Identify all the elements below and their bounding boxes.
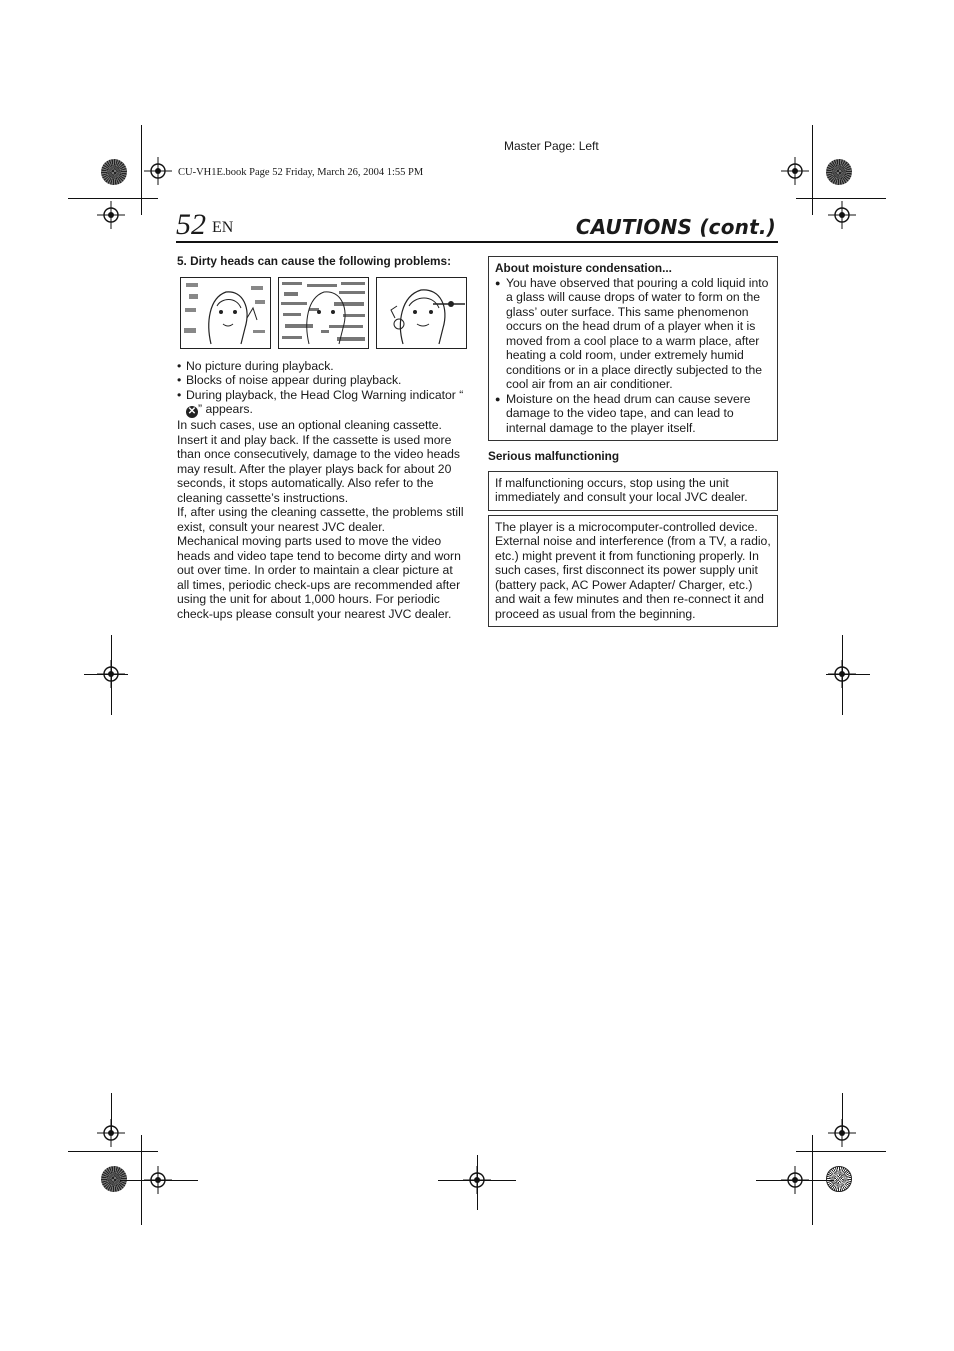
- list-item: • No picture during playback.: [177, 359, 467, 374]
- malfunction-text: If malfunctioning occurs, stop using the unit immediately and consult your local JVC dealer.: [495, 475, 748, 504]
- color-bar-icon: [826, 1166, 852, 1192]
- list-item: [177, 388, 467, 419]
- crop-line: [812, 125, 813, 215]
- moisture-box: [488, 256, 778, 441]
- registration-target-icon: [97, 201, 125, 229]
- moisture-title: About moisture condensation...: [495, 261, 672, 275]
- head-clog-warning-illustration: [376, 277, 467, 349]
- registration-target-icon: [781, 157, 809, 185]
- microcomputer-box: [488, 515, 778, 628]
- crop-line: [141, 125, 142, 215]
- serious-malfunction-title: Serious malfunctioning: [488, 449, 620, 463]
- crop-line: [842, 1093, 843, 1133]
- problem-list: [177, 359, 467, 419]
- crop-line: [842, 635, 843, 715]
- step-heading: 5. Dirty heads can cause the following problems:: [177, 254, 452, 268]
- microcomputer-text: The player is a microcomputer-controlled device. External noise and interference (from a TV, a radio, etc.) might prevent it from functioning properly. In such cases, first disconnect its power supply unit (battery pack, AC Power Adapter/ Charger, etc.) and wait a few minutes and then re-connect it and proceed as usual from the beginning.: [495, 519, 771, 621]
- right-column: [488, 256, 778, 627]
- left-column: [177, 254, 467, 621]
- malfunction-box: [488, 471, 778, 511]
- list-item: • Blocks of noise appear during playback.: [177, 373, 467, 388]
- dealer-paragraph: If, after using the cleaning cassette, the problems still exist, consult your nearest JVC dealer.: [177, 505, 464, 534]
- crop-line: [756, 1180, 834, 1181]
- clog-text-after: ” appears.: [198, 402, 253, 416]
- master-page-label: Master Page: Left: [504, 139, 599, 153]
- crop-line: [111, 1093, 112, 1133]
- checkup-paragraph: Mechanical moving parts used to move the video heads and video tape tend to become dirty and worn out over time. In order to maintain a clear picture at all times, periodic check-ups are recommended after using the unit for about 1,000 hours. For periodic check-ups please consult your nearest JVC dealer.: [177, 534, 461, 621]
- crop-line: [120, 1180, 198, 1181]
- crop-line: [826, 674, 870, 675]
- header-rule: [176, 241, 778, 243]
- clog-text-before: During playback, the Head Clog Warning indicator “: [186, 387, 464, 402]
- head-clog-warning-icon: ✕: [187, 406, 197, 417]
- color-bar-icon: [826, 159, 852, 185]
- crop-line: [111, 635, 112, 715]
- registration-target-icon: [144, 157, 172, 185]
- moisture-list: [495, 276, 771, 436]
- color-bar-icon: [101, 159, 127, 185]
- cleaning-paragraph: In such cases, use an optional cleaning cassette. Insert it and play back. If the cassette is used more than once consecutively, damage to the video heads may result. After the player plays back for about 20 seconds, it stops automatically. Also refer to the cleaning cassette’s instructions.: [177, 418, 460, 505]
- crop-line: [477, 1155, 478, 1210]
- section-title: CAUTIONS (cont.): [575, 215, 776, 239]
- illustration-row: [180, 277, 467, 349]
- color-bar-icon: [101, 1166, 127, 1192]
- blocks-of-noise-illustration: [278, 277, 369, 349]
- noisy-picture-illustration: [180, 277, 271, 349]
- book-info: CU-VH1E.book Page 52 Friday, March 26, 2004 1:55 PM: [178, 167, 424, 178]
- crop-line: [84, 674, 128, 675]
- crop-line: [796, 1151, 886, 1152]
- crop-line: [796, 198, 886, 199]
- page-language: EN: [212, 219, 234, 236]
- list-item: ● Moisture on the head drum can cause severe damage to the video tape, and can lead to internal damage to the player itself.: [495, 392, 771, 436]
- crop-line: [68, 1151, 158, 1152]
- page-number: 52: [176, 208, 206, 241]
- list-item: ● You have observed that pouring a cold liquid into a glass will cause drops of water to form on the glass’ outer surface. This same phenomenon occurs on the head drum of a player when it is moved from a cool place to a warm place, after heating a cold room, under extremely humid conditions or in a place directly subjected to the cool air from an air conditioner.: [495, 276, 771, 392]
- crop-line: [68, 198, 158, 199]
- registration-target-icon: [828, 201, 856, 229]
